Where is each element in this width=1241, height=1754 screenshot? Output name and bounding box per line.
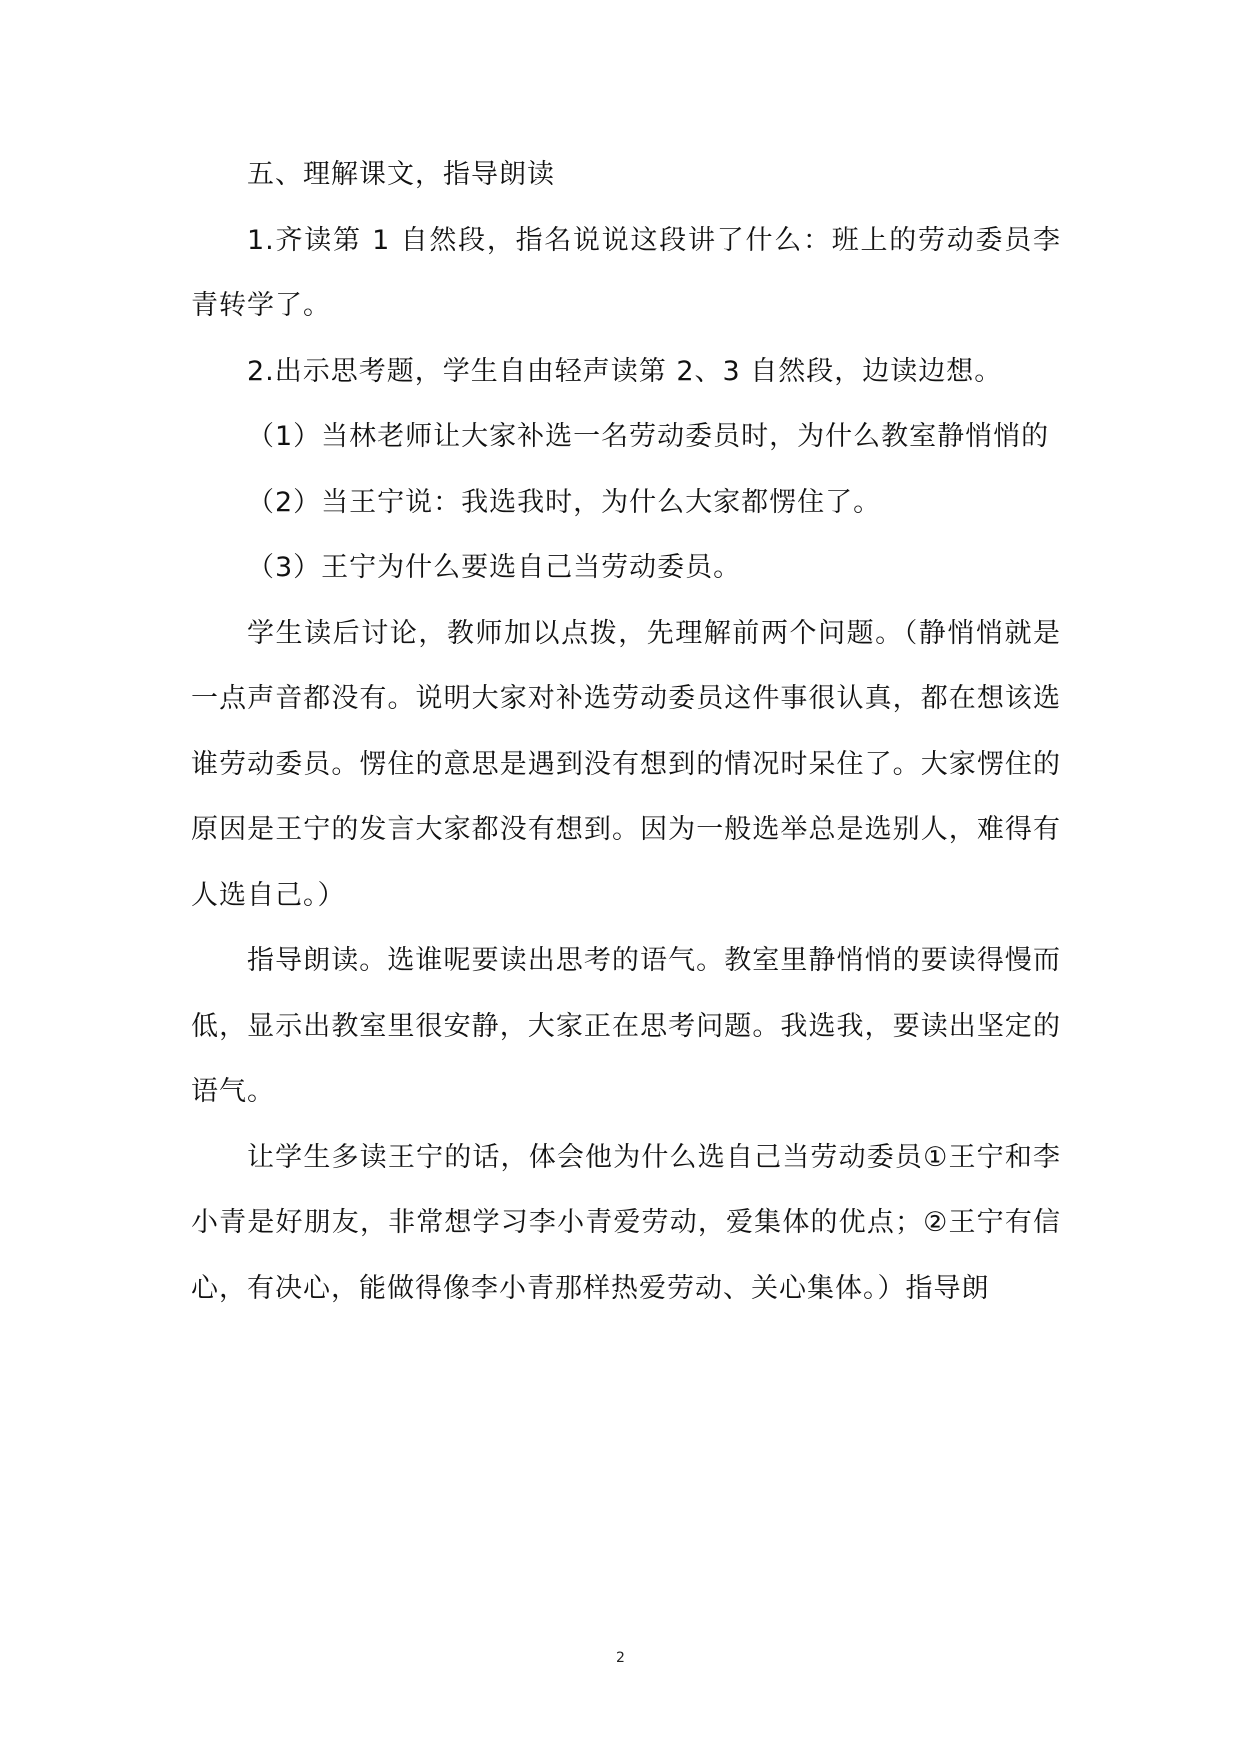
page-number: 2 xyxy=(616,1650,625,1666)
paragraph: 学生读后讨论，教师加以点拨，先理解前两个问题。（静悄悄就是一点声音都没有。说明大家对补选劳动委员这件事很认真，都在想该选谁劳动委员。愣住的意思是遇到没有想到的情况时呆住了。大家愣住的原因是王宁的发言大家都没有想到。因为一般选举总是选别人，难得有人选自己。） xyxy=(191,617,1061,911)
question-item: （3）王宁为什么要选自己当劳动委员。 xyxy=(247,552,742,583)
question-item: （1）当林老师让大家补选一名劳动委员时，为什么教室静悄悄的 xyxy=(247,421,1050,452)
document-body xyxy=(191,142,1061,1321)
paragraph: 1.齐读第 1 自然段，指名说说这段讲了什么：班上的劳动委员李青转学了。 xyxy=(191,224,1061,321)
question-item: （2）当王宁说：我选我时，为什么大家都愣住了。 xyxy=(247,486,882,518)
paragraph: 2.出示思考题，学生自由轻声读第 2、3 自然段，边读边想。 xyxy=(247,355,1003,387)
paragraph: 让学生多读王宁的话，体会他为什么选自己当劳动委员①王宁和李小青是好朋友，非常想学习李小青爱劳动，爱集体的优点；②王宁有信心，有决心，能做得像李小青那样热爱劳动、关心集体。）指导朗 xyxy=(191,1141,1061,1304)
section-heading: 五、理解课文，指导朗读 xyxy=(247,159,555,190)
paragraph: 指导朗读。选谁呢要读出思考的语气。教室里静悄悄的要读得慢而低，显示出教室里很安静，大家正在思考问题。我选我，要读出坚定的语气。 xyxy=(191,945,1061,1107)
